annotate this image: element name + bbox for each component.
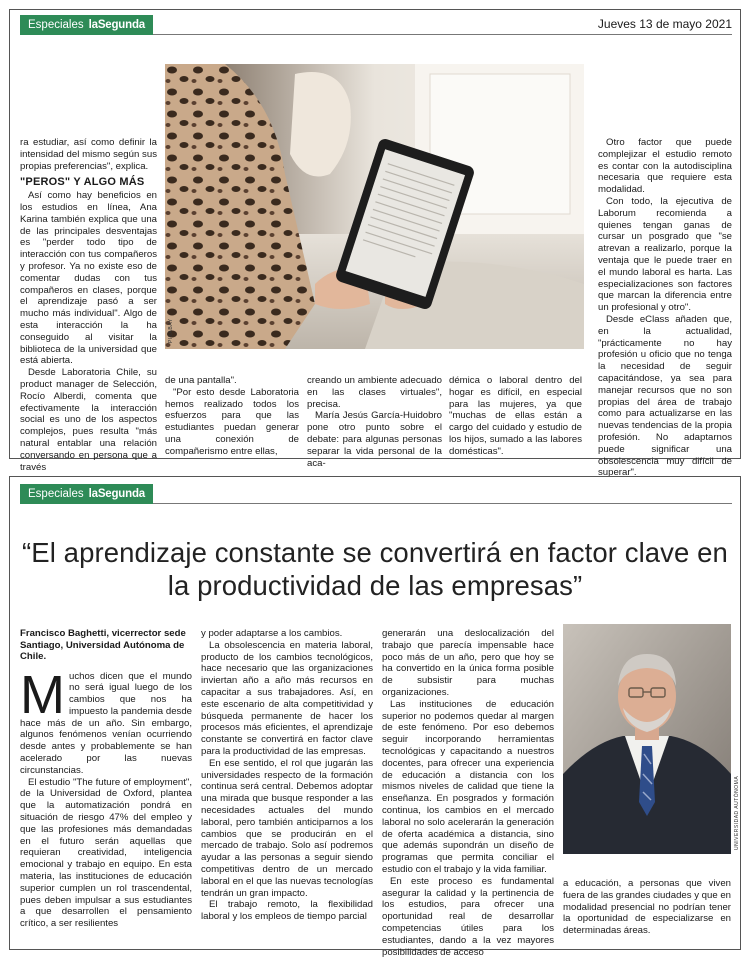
- article-column-2: [201, 628, 373, 946]
- paragraph: La obsolescencia en materia laboral, producto de los cambios tecnológicos, hace necesario que las organizaciones inviertan año a año más recursos en capacitar a sus trabajadores. Así, en este escenario de alta competitividad y búsqueda permanente de hacer los procesos más eficientes, el aprendizaje constante se convertirá en factor clave para la productividad de las empresas.: [201, 639, 373, 757]
- paragraph: Las instituciones de educación superior no podemos quedar al margen de este fenómeno. Por eso debemos seguir incorporando herramientas tecnológicas y capacitando a nuestros docentes, para ofrecer una experiencia de educación a distancia con los mismos niveles de calidad que tiene la enseñanza. En posgrados y formación continua, los cambios en el mercado laboral no solo acelerarán la generación de oferta académica a distancia, sino que además supondrán un diseño de programas que permita conciliar el estudio con el trabajo y la vida familiar.: [382, 698, 554, 875]
- section-label: Especiales: [28, 19, 84, 31]
- paragraph: Desde eClass añaden que, en la actualidad, "prácticamente no hay profesión u oficio que no tenga la necesidad de seguir capacitándose, ya sea para manejar recursos que no son propias del área de trabajo como para actualizarse en las nuevas tendencias de la propia profesión. No adaptarnos puede significar una obsolescencia muy difícil de superar".: [598, 313, 732, 479]
- page-date: Jueves 13 de mayo 2021: [597, 17, 732, 31]
- header-rule: [153, 503, 732, 504]
- section-badge: [20, 15, 153, 35]
- article-column-2: [165, 375, 299, 457]
- paragraph: Así como hay beneficios en los estudios en línea, Ana Karina también explica que una de las principales desventajas es "perder todo tipo de interacción con tus compañeros y profesor. Ya no existe eso de comentar dudas con tus compañeros en clases, porque el aprendizaje pasó a ser mucho más individual". Algo de esta interacción la ha conseguido al visitar la biblioteca de la universidad que está abierta.: [20, 190, 157, 367]
- newspaper-logo: laSegunda: [88, 488, 145, 500]
- newspaper-logo: laSegunda: [88, 19, 145, 31]
- article-column-3: [382, 628, 554, 958]
- photo-credit: PIXABAY: [168, 318, 174, 343]
- paragraph: generarán una deslocalización del trabajo que parecía impensable hace poco más de un año, pero que hoy se ha convertido en la única forma posible de subsistir para muchas organizaciones.: [382, 628, 554, 698]
- paragraph: "Por esto desde Laboratoria hemos realizado todos los esfuerzos para que las estudiantes puedan generar una conexión de compañerismo entre ellas,: [165, 386, 299, 457]
- article-column-1: [20, 137, 157, 473]
- section-badge: [20, 484, 153, 504]
- paragraph: Desde Laboratoria Chile, su product manager de Selección, Rocío Alberdi, comenta que efectivamente la interacción social es uno de los aspectos complejos, pues resulta "más natural entablar una relación conversando en persona que a través: [20, 367, 157, 473]
- paragraph: ra estudiar, así como definir la intensidad del mismo según sus propias preferencias", explica.: [20, 137, 157, 172]
- article-column-1: [20, 628, 192, 946]
- section-label: Especiales: [28, 488, 84, 500]
- article-column-5: [598, 137, 732, 479]
- paragraph: El estudio "The future of employment", de la Universidad de Oxford, plantea que la automatización pondrá en situación de riesgo 47% del empleo y que las profesiones más demandadas en el futuro serán aquellas que requieran creatividad, inteligencia emocional y trabajo en equipo. En esta materia, las instituciones de educación superior cumplen un rol trascendental, pues deben impulsar a sus estudiantes a que desarrollen el pensamiento crítico, a ser resilientes: [20, 776, 192, 930]
- author-portrait-illustration: [563, 624, 731, 854]
- article-column-4: [449, 375, 582, 457]
- paragraph: creando un ambiente adecuado en las clases virtuales", precisa.: [307, 375, 442, 410]
- drop-cap: M: [20, 664, 65, 725]
- article-column-4: [563, 878, 731, 944]
- paragraph: Otro factor que puede complejizar el estudio remoto es contar con la autodisciplina necesaria que requiere esta modalidad.: [598, 137, 732, 196]
- article-headline: “El aprendizaje constante se convertirá en factor clave en la productividad de las empresas”: [22, 537, 728, 601]
- paragraph: María Jesús García-Huidobro pone otro punto sobre el debate: para algunas personas separar la vida personal de la aca-: [307, 410, 442, 469]
- paragraph: Con todo, la ejecutiva de Laborum recomienda a quienes tengan ganas de cursar un posgrado que "se atrevan a realizarlo, porque la ventaja que le puede traer en el mundo laboral es harta. Las especializaciones son factores que marcan la diferencia entre un profesional y otro".: [598, 195, 732, 314]
- tablet-reading-photo: [165, 64, 584, 349]
- paragraph: y poder adaptarse a los cambios.: [201, 628, 343, 639]
- author-byline: Francisco Baghetti, vicerrector sede Santiago, Universidad Autónoma de Chile.: [20, 628, 186, 662]
- paragraph: En ese sentido, el rol que jugarán las universidades respecto de la formación continua será central. Debemos adoptar una mirada que busque responder a las necesidades actuales del mundo laboral, pero también anticiparnos a los cambios que se producirán en el mercado de trabajo. Solo así podremos ayudar a las personas a seguir siendo competitivas dentro de un mercado laboral en el que las nuevas tecnologías tendrán un gran impacto.: [201, 757, 373, 899]
- paragraph: démica o laboral dentro del hogar es difícil, en especial para las mujeres, ya que "muchas de ellas están a cargo del cuidado y estudio de los hijos, sumado a las labores domésticas".: [449, 375, 582, 457]
- header-rule: [153, 34, 732, 35]
- paragraph: uchos dicen que el mundo no será igual luego de los cambios que nos ha impuesto la pandemia desde hace más de un año. Sin embargo, algunos fenómenos venían ocurriendo desde antes y probablemente se han acelerado por las nuevas circunstancias.: [20, 670, 192, 776]
- paragraph: En este proceso es fundamental asegurar la calidad y la pertinencia de los estudios, para ofrecer una oportunidad real de desarrollar competencias útiles para los estudiantes, dando a la vez mayores posibilidades de acceso: [382, 875, 554, 958]
- paragraph: a educación, a personas que viven fuera de las grandes ciudades y que en modalidad presencial no podrían tener la oportunidad de especializarse en determinadas áreas.: [563, 878, 732, 937]
- subheading: "PEROS" Y ALGO MÁS: [20, 176, 145, 189]
- tablet-reading-illustration: [165, 64, 584, 349]
- paragraph: El trabajo remoto, la flexibilidad laboral y los empleos de tiempo parcial: [201, 899, 373, 923]
- author-portrait-photo: [563, 624, 731, 854]
- article-column-3: [307, 375, 442, 469]
- photo-credit: UNIVERSIDAD AUTÓNOMA: [734, 775, 740, 850]
- paragraph: de una pantalla".: [165, 375, 237, 386]
